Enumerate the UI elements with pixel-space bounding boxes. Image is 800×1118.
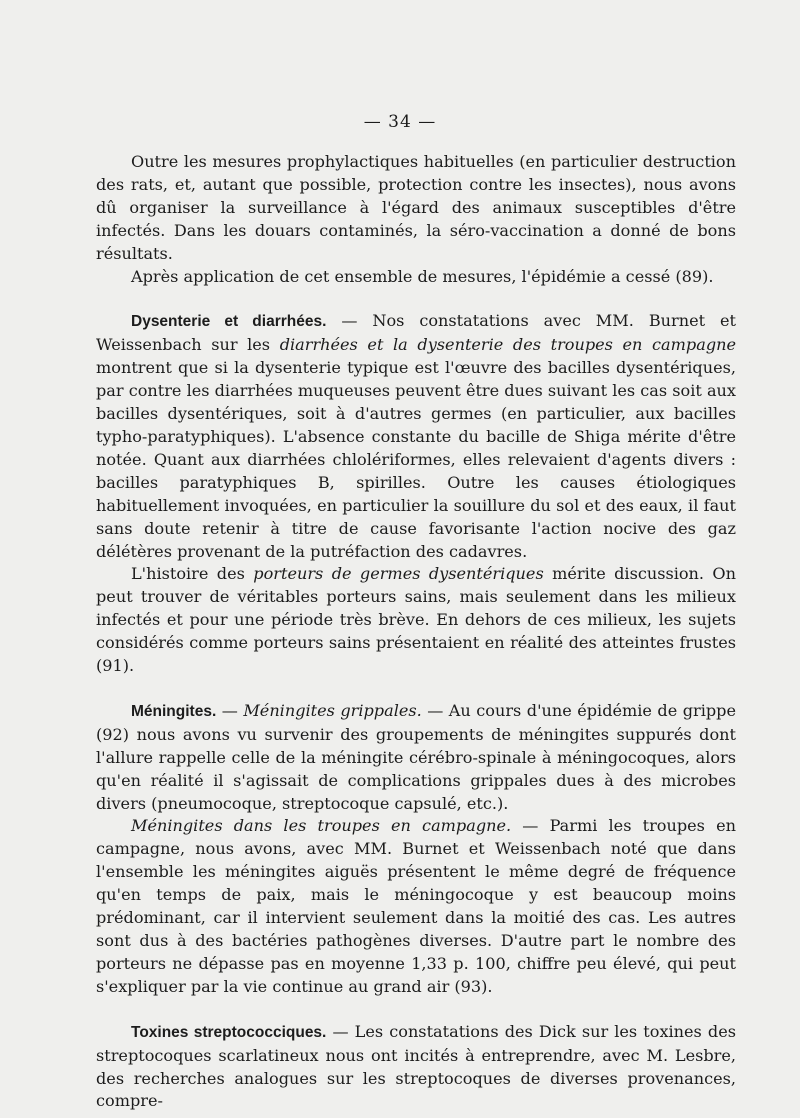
page-number: — 34 — <box>363 112 437 132</box>
paragraph-meningitis <box>96 700 736 816</box>
text-run: L'histoire des <box>131 564 254 584</box>
paragraph-meningitis-troops <box>96 815 736 998</box>
text-run: — Au cours d'une épidémie de grippe (92) nous avons vu survenir des groupements de méningites suppurés dont l'allure rappelle celle de la méningite cérébro-spinale à méningocoques, alors qu'en réalité il s'agissait de complications grippales dues à des microbes divers (pneumocoque, streptocoque capsulé, etc.). <box>96 700 736 813</box>
italic-run: Méningites dans les troupes en campagne. <box>131 816 512 836</box>
text-run: — Parmi les troupes en campagne, nous avons, avec MM. Burnet et Weissenbach noté que dans l'ensemble les méningites aiguës présentent le même degré de fréquence qu'en temps de paix, mais le méningocoque y est beaucoup moins prédominant, car il intervient seulement dans la moitié des cas. Les autres sont dus à des bactéries pathogènes diverses. D'autre part le nombre des porteurs ne dépasse pas en moyenne 1,33 p. 100, chiffre peu élevé, qui peut s'expliquer par la vie continue au grand air (93). <box>96 816 736 996</box>
text-run: — <box>216 700 244 720</box>
section-heading-dysentery: Dysenterie et diarrhées. <box>131 313 327 331</box>
paragraph-prophylaxis: Outre les mesures prophylactiques habituelles (en particulier destruction des rats, et, autant que possible, protection contre les insectes), nous avons dû organiser la surveillance à l'égard des animaux susceptibles d'être infectés. Dans les douars contaminés, la séro-vaccination a donné de bons résultats. <box>96 152 736 263</box>
section-heading-meningitis: Méningites. <box>131 702 217 720</box>
text-run: — Nos constatations avec MM. Burnet et Weissenbach sur les <box>96 311 736 355</box>
text-run: mérite discussion. On peut trouver de véritables porteurs sains, mais seulement dans les milieux infectés et pour une période très brève. En dehors de ces milieux, les sujets considérés comme porteurs sains présentaient en réalité des atteintes frustes (91). <box>96 564 736 676</box>
italic-run: diarrhées et la dysenterie des troupes en campagne <box>279 335 737 355</box>
text-run: montrent que si la dysenterie typique est l'œuvre des bacilles dysentériques, par contre les diarrhées muqueuses peuvent être dues suivant les cas soit aux bacilles dysentériques, soit à d'autres germes (en particulier, aux bacilles typho-paratyphiques). L'absence constante du bacille de Shiga mérite d'être notée. Quant aux diarrhées chlolériformes, elles relevaient d'agents divers : bacilles paratyphiques B, spirilles. Outre les causes étiologiques habituellement invoquées, en particulier la souillure du sol et des eaux, il faut sans doute retenir à titre de cause favorisante l'action nocive des gaz délétères provenant de la putréfaction des cadavres. <box>96 358 736 561</box>
paragraph-carriers <box>96 563 736 678</box>
paragraph-dysentery <box>96 310 736 563</box>
section-heading-toxins: Toxines streptococciques. <box>131 1023 327 1041</box>
text-run: — Les constatations des Dick sur les toxines des streptocoques scarlatineux nous ont incités à entreprendre, avec M. Lesbre, des recherches analogues sur les streptocoques de diverses provenances, compre- <box>96 1021 736 1111</box>
italic-run: Méningites grippales. <box>243 700 422 720</box>
paragraph-epidemic-ceased: Après application de cet ensemble de mesures, l'épidémie a cessé (89). <box>131 266 714 286</box>
italic-run: porteurs de germes dysentériques <box>253 564 544 584</box>
paragraph-streptococcal-toxins <box>96 1021 736 1114</box>
body-text <box>96 151 736 1113</box>
